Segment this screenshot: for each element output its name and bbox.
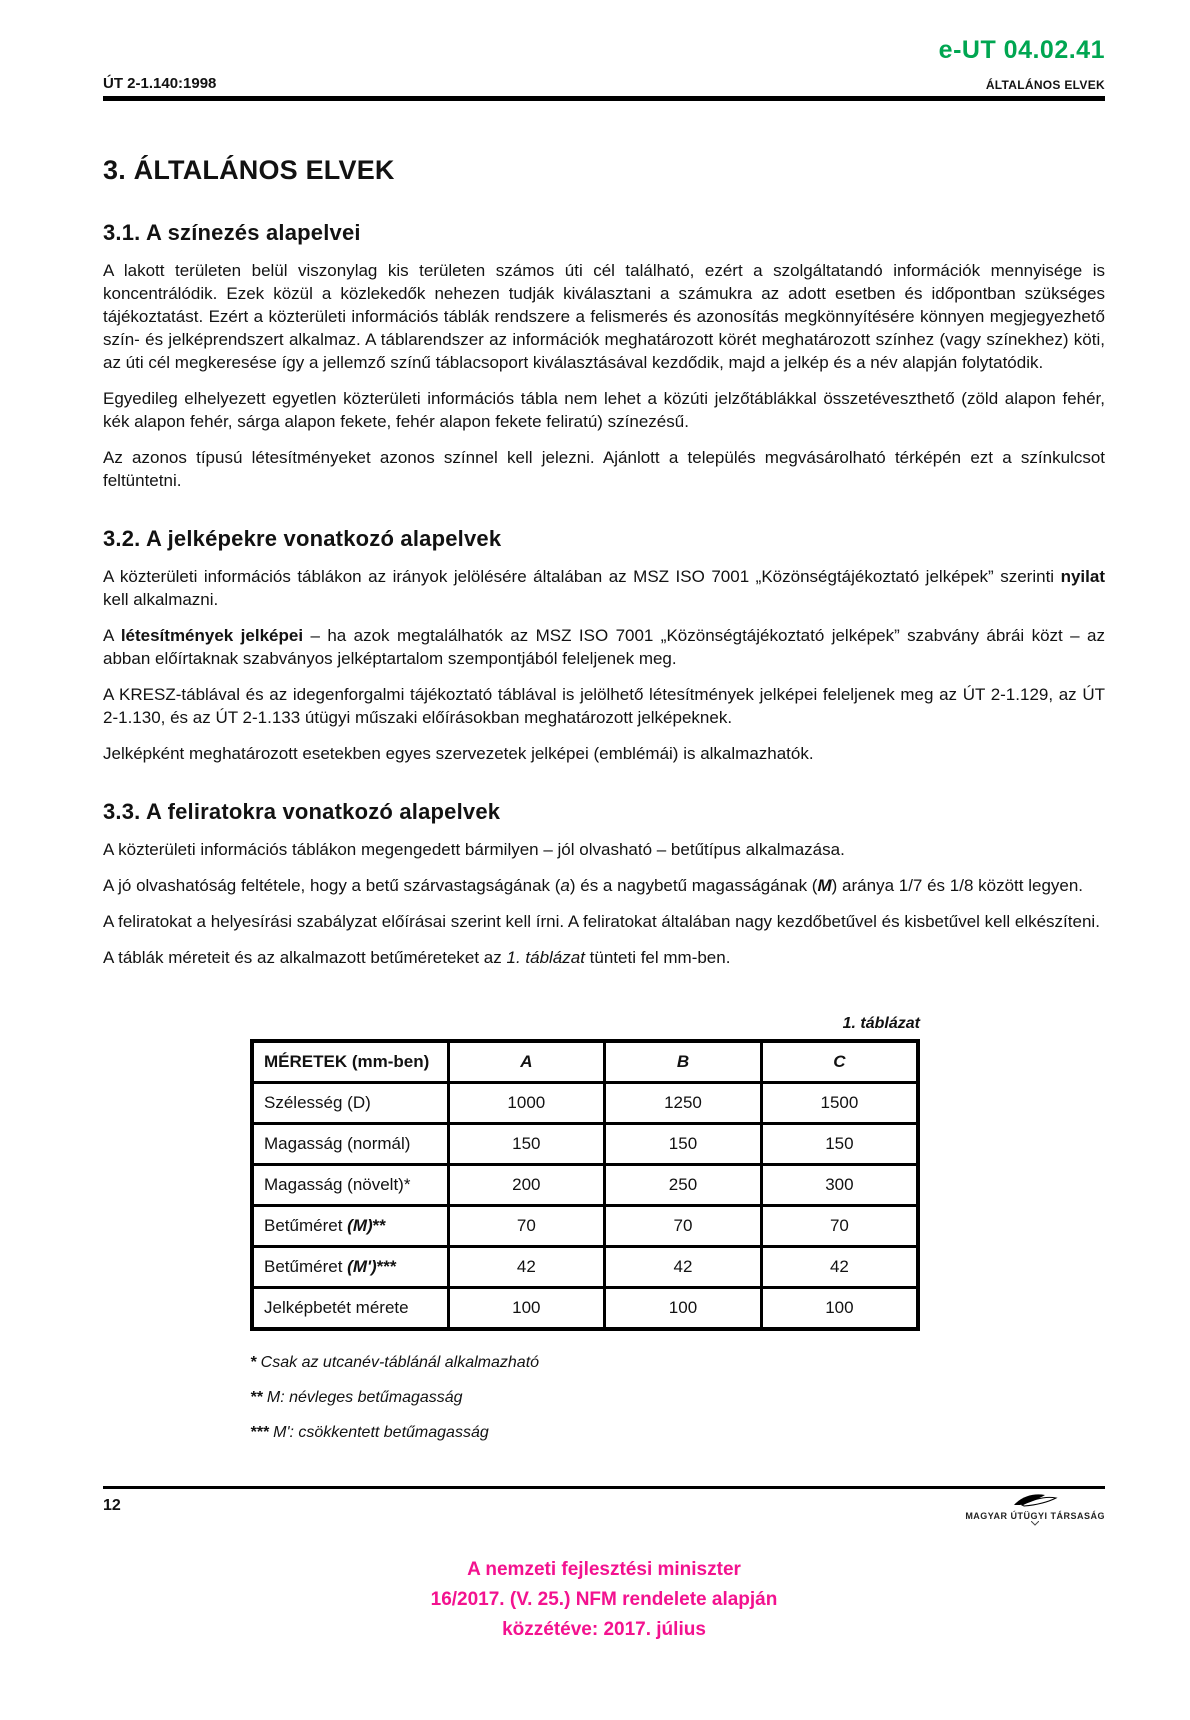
value-cell: 42 (605, 1247, 762, 1288)
dimensions-table (250, 1039, 920, 1331)
text-segment: A közterületi információs táblákon az irányok jelölésére általában az MSZ ISO 7001 „Közönségtájékoztató jelképek” szerinti (103, 567, 1061, 586)
text-segment: M': csökkentett betűmagasság (273, 1424, 489, 1441)
row-label-cell (252, 1124, 448, 1165)
row-label-cell (252, 1288, 448, 1330)
text-segment: ** (372, 1216, 386, 1235)
text-segment: A közterületi információs táblákon megengedett bármilyen – jól olvasható – betűtípus alkalmazása. (103, 840, 845, 859)
table-row (252, 1247, 918, 1288)
body-paragraph (103, 683, 1105, 729)
value-cell: 200 (448, 1165, 605, 1206)
value-cell: 70 (448, 1206, 605, 1247)
value-cell: 150 (605, 1124, 762, 1165)
body-paragraph (103, 624, 1105, 670)
body-paragraph (103, 446, 1105, 492)
value-cell: 100 (605, 1288, 762, 1330)
text-segment: A feliratokat a helyesírási szabályzat előírásai szerint kell írni. A feliratokat általában nagy kezdőbetűvel és kisbetűvel kell elkészíteni. (103, 912, 1100, 931)
value-cell: 100 (761, 1288, 918, 1330)
table-header-column: B (605, 1041, 762, 1083)
footer-rule (103, 1486, 1105, 1489)
doc-code: e-UT 04.02.41 (938, 36, 1105, 64)
text-segment: (M) (347, 1216, 373, 1235)
page-footer (103, 1497, 1105, 1527)
text-segment: Jelképként meghatározott esetekben egyes szervezetek jelképei (emblémái) is alkalmazhatók. (103, 744, 814, 763)
value-cell: 1000 (448, 1083, 605, 1124)
value-cell: 70 (605, 1206, 762, 1247)
text-segment: ) aránya 1/7 és 1/8 között legyen. (831, 876, 1084, 895)
table-header-row (252, 1041, 918, 1083)
text-segment: kell alkalmazni. (103, 590, 219, 609)
text-segment: A KRESZ-táblával és az idegenforgalmi tájékoztató táblával is jelölhető létesítmények jelképei feleljenek meg az ÚT 2-1.129, az ÚT 2-1.130, és az ÚT 2-1.133 útügyi műszaki előírásokban meghatározott jelképeknek. (103, 685, 1105, 727)
text-segment: A lakott területen belül viszonylag kis területen számos úti cél található, ezért a szolgáltatandó információk mennyisége is koncentrálódik. Ezek közül a közlekedők nehezen tudják kiválasztani a számukra az adott esetben és időpontban szükséges tájékoztatást. Ezért a közterületi információs táblák rendszere a felismerés és azonosítás megkönnyítésére könnyen megjegyezhető szín- és jelképrendszert alkalmaz. A táblarendszer az információk meghatározott körét meghatározott színhez (vagy színekhez) köti, az úti cél megkeresése így a jellemző színű táblacsoport kiválasztásával kezdődik, majd a jelkép és a név alapján folytatódik. (103, 261, 1105, 372)
text-segment: *** (250, 1424, 274, 1441)
table-header-column: C (761, 1041, 918, 1083)
value-cell: 1250 (605, 1083, 762, 1124)
table-row (252, 1083, 918, 1124)
text-segment: 1. táblázat (506, 948, 585, 967)
section-heading: 3.1. A színezés alapelvei (103, 220, 361, 245)
text-segment: Jelképbetét mérete (264, 1298, 409, 1317)
table-row (252, 1124, 918, 1165)
table-row (252, 1206, 918, 1247)
text-segment: Szélesség (D) (264, 1093, 371, 1112)
footnote (250, 1345, 1105, 1380)
section-heading: 3.2. A jelképekre vonatkozó alapelvek (103, 526, 502, 551)
text-segment: ** (250, 1389, 267, 1406)
notice-line: közzétéve: 2017. július (502, 1619, 706, 1640)
text-segment: (M') (347, 1257, 377, 1276)
notice-line: A nemzeti fejlesztési miniszter (467, 1559, 741, 1580)
logo-chevron-icon (1031, 1521, 1039, 1526)
swoosh-logo-icon (1012, 1493, 1058, 1510)
text-segment: M: névleges betűmagasság (266, 1389, 463, 1406)
header-left-reference: ÚT 2-1.140:1998 (103, 75, 217, 92)
text-segment: Csak az utcanév-táblánál alkalmazható (260, 1354, 540, 1371)
text-segment: Magasság (növelt)* (264, 1175, 411, 1194)
page-number: 12 (103, 1497, 121, 1514)
body-paragraph (103, 565, 1105, 611)
row-label-cell (252, 1206, 448, 1247)
body-paragraph (103, 838, 1105, 861)
notice-line: 16/2017. (V. 25.) NFM rendelete alapján (430, 1589, 778, 1610)
text-segment: Egyedileg elhelyezett egyetlen közterületi információs tábla nem lehet a közúti jelzőtáblákkal összetéveszthető (zöld alapon fehér, kék alapon fehér, sárga alapon fekete, fehér alapon fekete feliratú) színezésű. (103, 389, 1105, 431)
footnote (250, 1380, 1105, 1415)
text-segment: * (250, 1354, 261, 1371)
text-segment: Az azonos típusú létesítményeket azonos színnel kell jelezni. Ajánlott a település megvásárolható térképén ezt a színkulcsot feltüntetni. (103, 448, 1105, 490)
table-row (252, 1165, 918, 1206)
header-rule (103, 96, 1105, 101)
text-segment: A (103, 626, 121, 645)
organization-name: MAGYAR ÚTÜGYI TÁRSASÁG (965, 1511, 1105, 1521)
text-segment: *** (376, 1257, 397, 1276)
footnote (250, 1415, 1105, 1450)
row-label-cell (252, 1247, 448, 1288)
body-paragraph (103, 742, 1105, 765)
value-cell: 1500 (761, 1083, 918, 1124)
text-segment: a (560, 876, 570, 895)
row-label-cell (252, 1083, 448, 1124)
table-header-column: A (448, 1041, 605, 1083)
text-segment: A jó olvashatóság feltétele, hogy a betű szárvastagságának ( (103, 876, 561, 895)
body-paragraph (103, 946, 1105, 969)
value-cell: 70 (761, 1206, 918, 1247)
page-title: 3. ÁLTALÁNOS ELVEK (103, 155, 395, 185)
text-segment: M (817, 876, 832, 895)
ministerial-notice (103, 1555, 1105, 1645)
table-header-label: MÉRETEK (mm-ben) (252, 1041, 448, 1083)
value-cell: 42 (761, 1247, 918, 1288)
text-segment: A táblák méreteit és az alkalmazott betűméreteket az (103, 948, 507, 967)
header-right-reference: ÁLTALÁNOS ELVEK (985, 78, 1105, 92)
text-segment: tünteti fel mm-ben. (584, 948, 731, 967)
value-cell: 250 (605, 1165, 762, 1206)
value-cell: 150 (761, 1124, 918, 1165)
value-cell: 300 (761, 1165, 918, 1206)
body-paragraph (103, 387, 1105, 433)
section-heading: 3.3. A feliratokra vonatkozó alapelvek (103, 799, 501, 824)
body-paragraph (103, 259, 1105, 374)
value-cell: 42 (448, 1247, 605, 1288)
table-footnotes (250, 1345, 1105, 1450)
text-segment: nyilat (1060, 567, 1105, 586)
table-caption: 1. táblázat (842, 1015, 920, 1032)
sections-container (103, 220, 1105, 969)
organization-logo-block (965, 1493, 1105, 1527)
value-cell: 100 (448, 1288, 605, 1330)
value-cell: 150 (448, 1124, 605, 1165)
table-row (252, 1288, 918, 1330)
page-header (103, 75, 1105, 92)
body-paragraph (103, 910, 1105, 933)
text-segment: ) és a nagybetű magasságának ( (569, 876, 818, 895)
text-segment: létesítmények jelképei (120, 626, 304, 645)
text-segment: – ha azok megtalálhatók az MSZ ISO 7001 „Közönségtájékoztató jelképek” szabvány ábrái közt – az abban előírtaknak szabványos jelképtartalom szempontjából feleljenek meg. (103, 626, 1105, 668)
body-paragraph (103, 874, 1105, 897)
text-segment: Betűméret (264, 1257, 348, 1276)
document-page (0, 36, 1190, 1720)
text-segment: Magasság (normál) (264, 1134, 411, 1153)
row-label-cell (252, 1165, 448, 1206)
text-segment: Betűméret (264, 1216, 348, 1235)
